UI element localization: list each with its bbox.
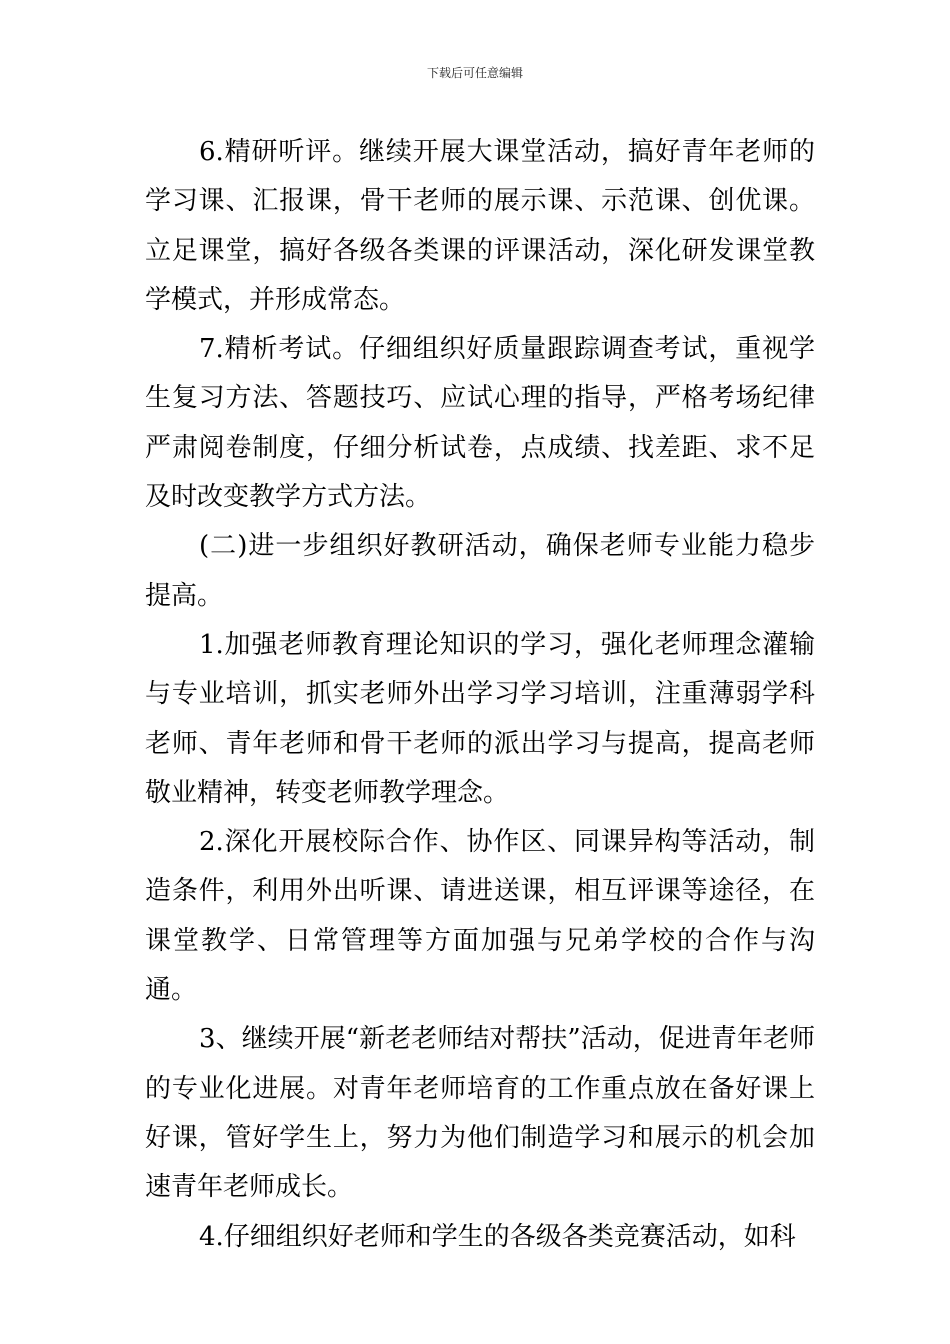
paragraph-7-exam-analysis: 7.精析考试。仔细组织好质量跟踪调查考试，重视学生复习方法、答题技巧、应试心理的指导，严格考场纪律严肃阅卷制度，仔细分析试卷，点成绩、找差距、求不足及时改变教学方式方法。 — [145, 334, 815, 513]
section-heading-teaching-research: (二)进一步组织好教研活动，确保老师专业能力稳步提高。 — [145, 531, 815, 611]
document-body — [145, 128, 815, 1262]
page-header-note: 下载后可任意编辑 — [426, 66, 523, 80]
paragraph-2-inter-school-cooperation: 2.深化开展校际合作、协作区、同课异构等活动，制造条件，利用外出听课、请进送课，相互评课等途径，在课堂教学、日常管理等方面加强与兄弟学校的合作与沟通。 — [145, 827, 815, 1006]
paragraph-3-mentoring: 3、继续开展“新老老师结对帮扶”活动，促进青年老师的专业化进展。对青年老师培育的工作重点放在备好课上好课，管好学生上，努力为他们制造学习和展示的机会加速青年老师成长。 — [145, 1024, 815, 1203]
paragraph-1-teacher-theory-learning: 1.加强老师教育理论知识的学习，强化老师理念灌输与专业培训，抓实老师外出学习学习培训，注重薄弱学科老师、青年老师和骨干老师的派出学习与提高，提高老师敬业精神，转变老师教学理念。 — [145, 629, 815, 808]
paragraph-4-competitions: 4.仔细组织好老师和学生的各级各类竞赛活动，如科 — [199, 1221, 796, 1252]
paragraph-6-listening-evaluation: 6.精研听评。继续开展大课堂活动，搞好青年老师的学习课、汇报课，骨干老师的展示课、示范课、创优课。立足课堂，搞好各级各类课的评课活动，深化研发课堂教学模式，并形成常态。 — [145, 137, 815, 315]
